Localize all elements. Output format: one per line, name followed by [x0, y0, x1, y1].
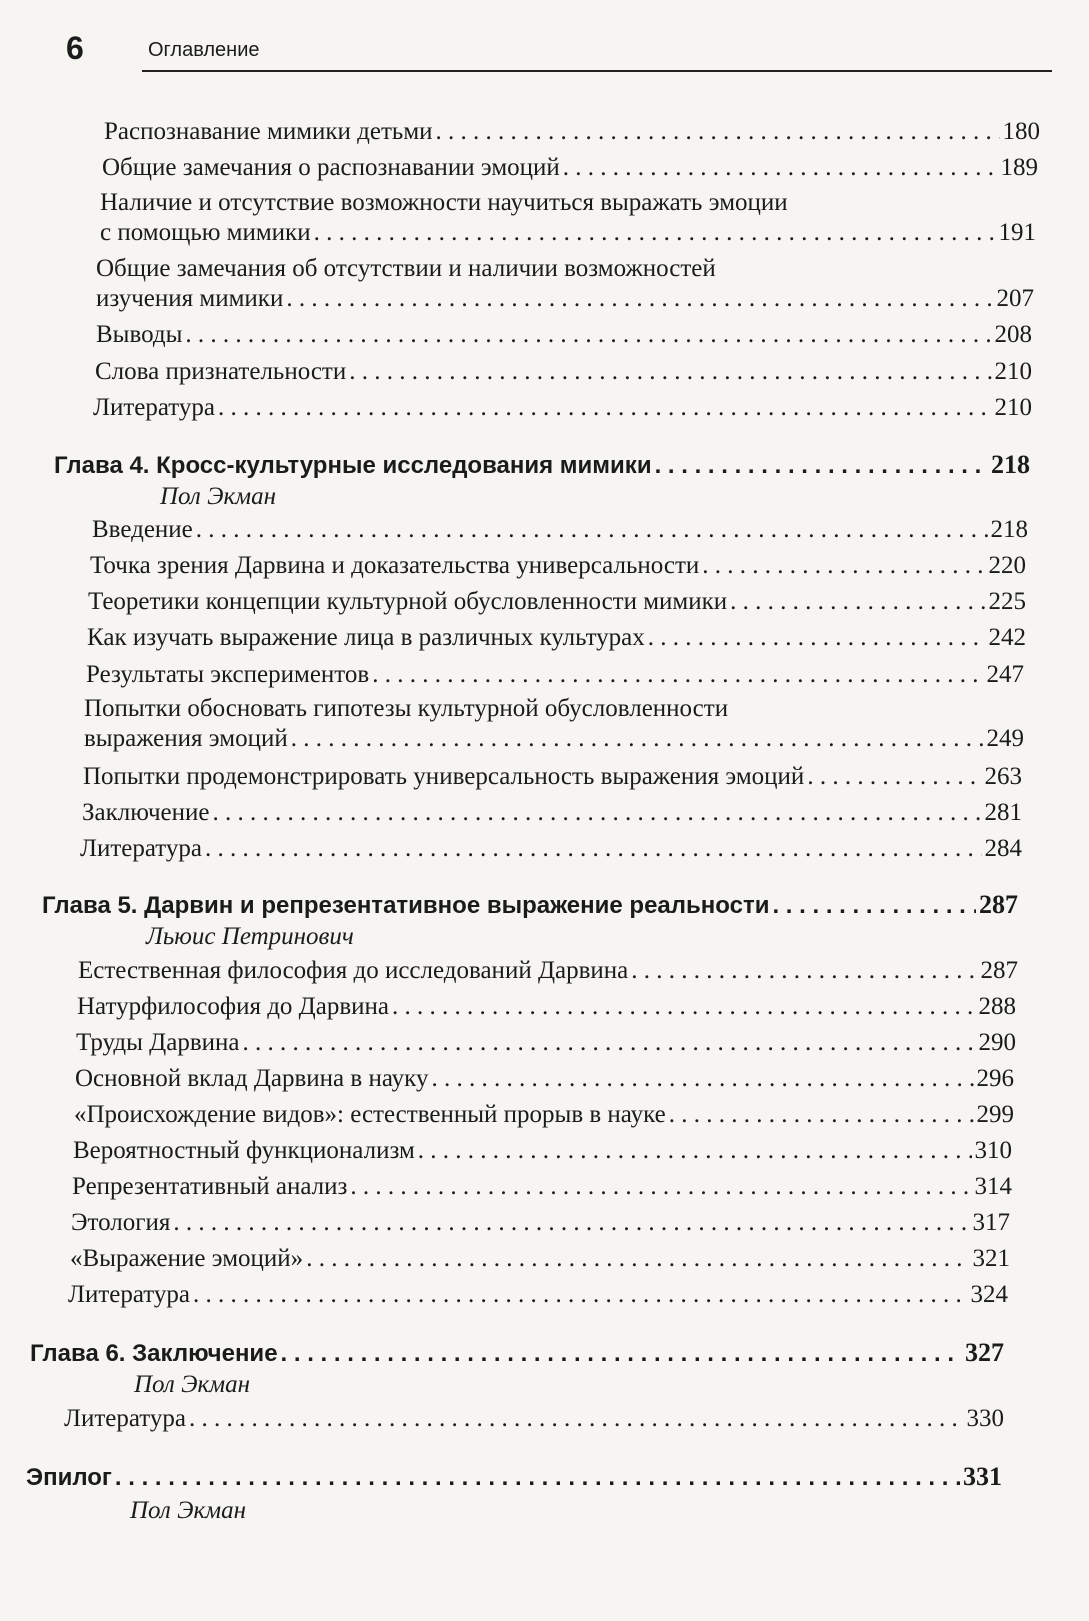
toc-line [92, 515, 1028, 545]
toc-title: Общие замечания об отсутствии и наличии возможностей [96, 255, 716, 282]
toc-line [90, 551, 1026, 581]
toc-title: изучения мимики [96, 285, 284, 312]
toc-title: выражения эмоций [84, 725, 288, 752]
toc-chapter [30, 1336, 1004, 1371]
toc-page-number: 327 [965, 1338, 1004, 1367]
toc-title: Точка зрения Дарвина и доказательства универсальности [90, 552, 700, 579]
toc-line [64, 1404, 1004, 1434]
dot-leader [185, 320, 991, 350]
toc-entry [74, 1100, 1014, 1130]
toc-entry [102, 153, 1038, 183]
toc-line [88, 587, 1026, 617]
toc-line [87, 623, 1026, 653]
dot-leader [436, 117, 1000, 147]
author-name: Льюис Петринович [146, 923, 354, 950]
toc-author [130, 1496, 246, 1526]
toc-page-number: 220 [988, 552, 1026, 579]
toc-line [82, 798, 1022, 828]
toc-title: Как изучать выражение лица в различных культурах [87, 624, 645, 651]
toc-entry [87, 623, 1026, 653]
dot-leader [189, 1404, 964, 1434]
dot-leader [306, 1244, 969, 1274]
toc-page-number: 281 [984, 799, 1022, 826]
toc-author [160, 482, 276, 512]
toc-line [78, 956, 1018, 986]
toc-title: Заключение [82, 799, 210, 826]
dot-leader [281, 1337, 962, 1371]
dot-leader [349, 357, 991, 387]
toc-title: Выводы [96, 321, 183, 348]
toc-page-number: 191 [998, 219, 1036, 246]
toc-page-number: 288 [978, 993, 1016, 1020]
toc-page-number: 331 [963, 1462, 1002, 1491]
dot-leader [418, 1136, 972, 1166]
toc-line [100, 218, 1036, 248]
toc-line [71, 1208, 1010, 1238]
toc-page-number: 263 [984, 763, 1022, 790]
toc-page-number: 207 [996, 285, 1034, 312]
toc-line [74, 1100, 1014, 1130]
dot-leader [115, 1461, 960, 1495]
toc-entry [86, 660, 1024, 690]
toc-title: Натурфилософия до Дарвина [77, 993, 389, 1020]
dot-leader [243, 1028, 976, 1058]
toc-line [54, 448, 1030, 483]
toc-line [77, 992, 1016, 1022]
toc-entry [96, 320, 1032, 350]
toc-line [104, 117, 1040, 147]
running-head-title: Оглавление [148, 39, 260, 61]
dot-leader [193, 1280, 968, 1310]
dot-leader [563, 153, 998, 183]
toc-author [134, 1370, 250, 1400]
toc-title: Глава 6. Заключение [30, 1340, 278, 1367]
toc-page-number: 310 [974, 1137, 1012, 1164]
dot-leader [218, 393, 992, 423]
toc-title: с помощью мимики [100, 219, 311, 246]
toc-page-number: 287 [979, 890, 1018, 919]
toc-entry [82, 798, 1022, 828]
toc-line [72, 1172, 1012, 1202]
toc-page-number: 290 [978, 1029, 1016, 1056]
toc-title: «Происхождение видов»: естественный прорыв в науке [74, 1101, 666, 1128]
toc-page-number: 284 [984, 835, 1022, 862]
page-number: 6 [66, 30, 84, 66]
dot-leader [205, 834, 982, 864]
toc-title: Литература [64, 1405, 186, 1432]
dot-leader [196, 515, 988, 545]
toc-line [80, 834, 1022, 864]
toc-line [93, 393, 1032, 423]
toc-page-number: 296 [976, 1065, 1014, 1092]
toc-page-number: 330 [966, 1405, 1004, 1432]
toc-line [76, 1028, 1016, 1058]
toc-page-number: 180 [1002, 118, 1040, 145]
dot-leader [807, 762, 981, 792]
toc-page-number: 225 [988, 588, 1026, 615]
toc-entry [88, 587, 1026, 617]
toc-line [73, 1136, 1012, 1166]
toc-line [96, 284, 1034, 314]
toc-line [96, 320, 1032, 350]
author-name: Пол Экман [130, 1497, 247, 1524]
toc-title: Литература [80, 835, 202, 862]
toc-entry [68, 1280, 1008, 1310]
toc-title: Результаты экспериментов [86, 661, 370, 688]
dot-leader [669, 1100, 974, 1130]
toc-author [146, 922, 354, 952]
toc-page-number: 189 [1000, 154, 1038, 181]
dot-leader [286, 284, 993, 314]
toc-line [26, 1460, 1002, 1495]
dot-leader [648, 623, 986, 653]
toc-entry [104, 117, 1040, 147]
toc-page-number: 247 [986, 661, 1024, 688]
toc-title: Глава 5. Дарвин и репрезентативное выражение реальности [42, 892, 770, 919]
toc-title: «Выражение эмоций» [70, 1245, 304, 1272]
toc-title: Вероятностный функционализм [73, 1137, 415, 1164]
toc-line [70, 1244, 1010, 1274]
dot-leader [631, 956, 977, 986]
toc-title: Репрезентативный анализ [72, 1173, 348, 1200]
toc-title: Труды Дарвина [76, 1029, 240, 1056]
toc-entry [76, 1028, 1016, 1058]
toc-page-number: 287 [980, 957, 1018, 984]
toc-line [75, 1064, 1014, 1094]
toc-page-number: 218 [990, 516, 1028, 543]
toc-page-number: 210 [994, 394, 1032, 421]
toc-line [86, 660, 1024, 690]
toc-page-number: 249 [986, 725, 1024, 752]
dot-leader [392, 992, 976, 1022]
author-name: Пол Экман [134, 1371, 251, 1398]
toc-page-number: 299 [976, 1101, 1014, 1128]
toc-title: Теоретики концепции культурной обусловленности мимики [88, 588, 728, 615]
toc-page-number: 218 [991, 450, 1030, 479]
dot-leader [350, 1172, 971, 1202]
toc-entry [70, 1244, 1010, 1274]
toc-chapter [54, 448, 1030, 483]
author-name: Пол Экман [160, 483, 277, 510]
toc-line [83, 762, 1022, 792]
toc-entry [75, 1064, 1014, 1094]
toc-entry [73, 1136, 1012, 1166]
toc-entry [72, 1172, 1012, 1202]
dot-leader [772, 889, 976, 923]
toc-entry [83, 762, 1022, 792]
toc-title: Глава 4. Кросс-культурные исследования мимики [54, 452, 652, 479]
toc-title: Попытки продемонстрировать универсальность выражения эмоций [83, 763, 805, 790]
dot-leader [173, 1208, 969, 1238]
dot-leader [291, 724, 984, 754]
toc-chapter [26, 1460, 1002, 1495]
toc-title: Попытки обосновать гипотезы культурной обусловленности [84, 695, 729, 722]
toc-title: Литература [93, 394, 215, 421]
toc-title: Наличие и отсутствие возможности научиться выражать эмоции [100, 189, 788, 216]
dot-leader [730, 587, 985, 617]
toc-title: Введение [92, 516, 193, 543]
toc-entry [80, 834, 1022, 864]
toc-page-number: 242 [988, 624, 1026, 651]
toc-entry [96, 254, 1034, 314]
toc-entry [93, 393, 1032, 423]
toc-title: Распознавание мимики детьми [104, 118, 433, 145]
toc-entry [100, 188, 1036, 248]
toc-entry [90, 551, 1026, 581]
toc-page-number: 317 [972, 1209, 1010, 1236]
dot-leader [372, 660, 983, 690]
toc-entry [84, 694, 1024, 754]
toc-title: Общие замечания о распознавании эмоций [102, 154, 560, 181]
toc-page-number: 210 [994, 358, 1032, 385]
toc-line [84, 724, 1024, 754]
toc-title: Естественная философия до исследований Дарвина [78, 957, 629, 984]
toc-entry [92, 515, 1028, 545]
toc-entry [64, 1404, 1004, 1434]
toc-title: Основной вклад Дарвина в науку [75, 1065, 429, 1092]
toc-entry [78, 956, 1018, 986]
toc-chapter [42, 888, 1018, 923]
toc-page-number: 324 [970, 1281, 1008, 1308]
toc-title: Слова признательности [95, 358, 347, 385]
dot-leader [655, 449, 988, 483]
dot-leader [314, 218, 996, 248]
dot-leader [431, 1064, 973, 1094]
dot-leader [213, 798, 982, 828]
dot-leader [702, 551, 985, 581]
toc-entry [77, 992, 1016, 1022]
toc-title: Литература [68, 1281, 190, 1308]
toc-title: Эпилог [26, 1464, 112, 1491]
toc-line [68, 1280, 1008, 1310]
toc-title: Этология [71, 1209, 171, 1236]
toc-entry [95, 357, 1032, 387]
toc-page-number: 208 [994, 321, 1032, 348]
toc-line [102, 153, 1038, 183]
toc-page-number: 321 [972, 1245, 1010, 1272]
toc-entry [71, 1208, 1010, 1238]
toc-line [42, 888, 1018, 923]
toc-page-number: 314 [974, 1173, 1012, 1200]
toc-line [30, 1336, 1004, 1371]
toc-line [95, 357, 1032, 387]
